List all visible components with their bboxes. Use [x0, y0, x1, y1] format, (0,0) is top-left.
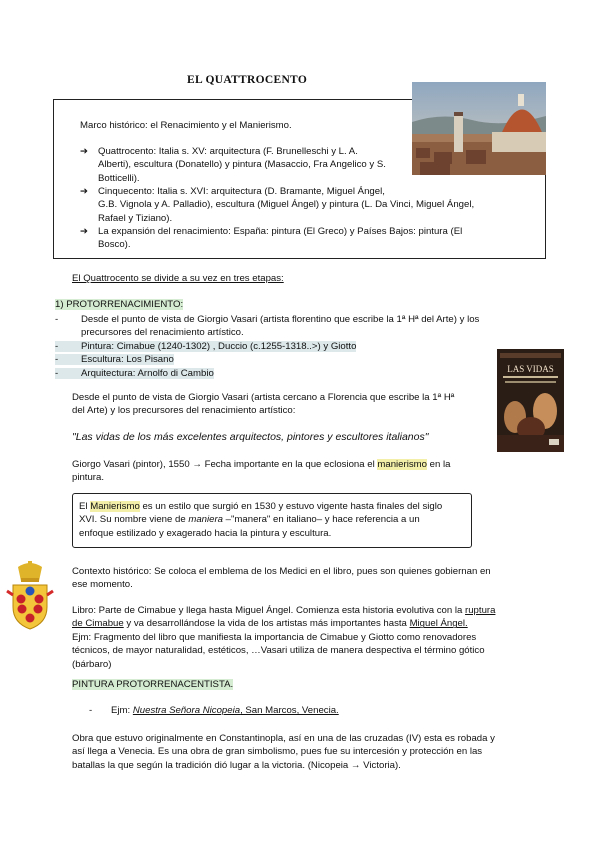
book-description: Libro: Parte de Cimabue y llega hasta Miguel Ángel. Comienza esta historia evolutiva con la ruptura de Cimabue y va desarrollándose la vida de los artistas más importantes hasta Miguel Ángel. Ejm: Fragmento del libro que manifiesta la importancia de Cimabue y Giotto como renovadores técnicos, de mayor naturalidad, estéticos, …Vasari utiliza de manera despectiva el término gótico (bárbaro): [72, 605, 496, 670]
arrow-icon: ➔: [80, 146, 89, 157]
vasari-date: Giorgo Vasari (pintor), 1550 → Fecha importante en la que eclosiona el manierismo en la pintura.: [72, 459, 451, 484]
mannerism-definition-box: El Manierismo es un estilo que surgió en 1530 y estuvo vigente hasta finales del siglo XVI. Su nombre viene de maniera –"manera" en italiano– y hace referencia a un enfoque estilizado y exagerado hacia la pintura y escultura.: [72, 493, 472, 548]
list-item: - Escultura: Los Pisano: [55, 354, 174, 366]
framework-intro: Marco histórico: el Renacimiento y el Manierismo.: [80, 120, 292, 131]
list-item: - Pintura: Cimabue (1240-1302) , Duccio (c.1255-1318..>) y Giotto: [55, 340, 357, 352]
framework-item: ➔ Cinquecento: Italia s. XVI: arquitectura (D. Bramante, Miguel Ángel, G.B. Vignola y A. Palladio), escultura (Miguel Ángel) y pintura (L. Da Vinci, Miguel Ángel, Rafael y Tiziano).: [80, 186, 475, 224]
arrow-icon: ➔: [80, 226, 89, 237]
medici-coat-of-arms: [5, 561, 55, 631]
framework-item: ➔ La expansión del renacimiento: España: pintura (El Greco) y Países Bajos: pintura (El Bosco).: [80, 226, 463, 251]
vasari-quote: "Las vidas de los más excelentes arquitectos, pintores y escultores italianos": [72, 431, 429, 443]
painting-heading: PINTURA PROTORRENACENTISTA.: [72, 679, 234, 690]
las-vidas-book-cover: [497, 349, 564, 452]
svg-text:LAS VIDAS: LAS VIDAS: [507, 364, 554, 374]
nicopeia-paragraph: Obra que estuvo originalmente en Constantinopla, así en una de las cruzadas (IV) esta es robada y así llega a Venecia. Es una obra de gran simbolismo, pues fue su intercesión y protección en las batallas la que según la tradición dió lugar a la victoria. (Nicopeia → Victoria).: [72, 733, 495, 771]
framework-item: ➔ Quattrocento: Italia s. XV: arquitectura (F. Brunelleschi y L. A. Alberti), escultura (Donatello) y pintura (Masaccio, Fra Angelico y S. Botticelli).: [80, 146, 386, 184]
vasari-paragraph: Desde el punto de vista de Giorgio Vasari (artista cercano a Florencia que escribe la 1ª Hª del Arte) y los precursores del renacimiento artístico:: [72, 392, 455, 417]
list-item: - Desde el punto de vista de Giorgio Vasari (artista florentino que escribe la 1ª Hª del Arte) y los: [55, 314, 480, 325]
section-list: [55, 313, 515, 380]
arrow-icon: ➔: [80, 186, 89, 197]
list-item-cont: precursores del renacimiento artístico.: [81, 327, 244, 339]
section-heading: 1) PROTORRENACIMIENTO:: [55, 299, 184, 310]
example-line: - Ejm: Nuestra Señora Nicopeia, San Marcos, Venecia.: [89, 705, 339, 716]
historical-context: Contexto histórico: Se coloca el emblema de los Medici en el libro, pues son quienes gobiernan en ese momento.: [72, 566, 491, 591]
stages-heading: El Quattrocento se divide a su vez en tres etapas:: [72, 273, 284, 284]
list-item: - Arquitectura: Arnolfo di Cambio: [55, 367, 214, 379]
page-title: EL QUATTROCENTO: [187, 74, 308, 86]
